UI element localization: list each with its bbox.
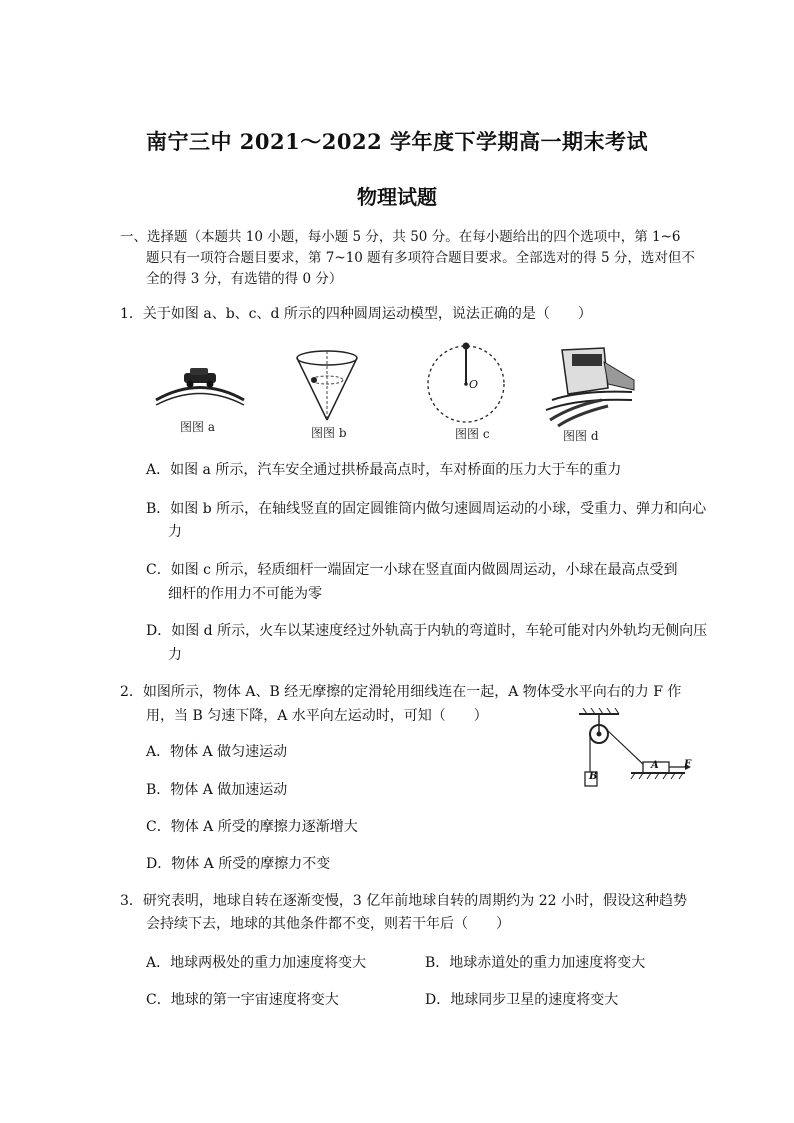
q2-option-d: D．物体 A 所受的摩擦力不变 — [146, 856, 331, 872]
figure-b-caption: 图图 b — [311, 426, 347, 440]
q2-stem-line1: 2．如图所示，物体 A、B 经无摩擦的定滑轮用细线连在一起，A 物体受水平向右的力 F 作 — [120, 684, 682, 700]
figure-b-cone — [292, 348, 362, 426]
q3-stem-line2: 会持续下去，地球的其他条件都不变，则若干年后（ ） — [146, 916, 510, 932]
figure-a-caption: 图图 a — [180, 420, 215, 434]
q1-stem: 1．关于如图 a、b、c、d 所示的四种圆周运动模型，说法正确的是（ ） — [120, 306, 592, 322]
figure-a-bridge-car — [150, 355, 250, 415]
q3-option-b: B．地球赤道处的重力加速度将变大 — [425, 955, 646, 971]
q2-option-c: C．物体 A 所受的摩擦力逐渐增大 — [146, 819, 358, 835]
q2-stem-line2: 用，当 B 匀速下降，A 水平向左运动时，可知（ ） — [146, 708, 488, 724]
page-title: 南宁三中 2021～2022 学年度下学期高一期末考试 — [145, 129, 648, 154]
figure-label-f: F — [684, 759, 692, 770]
figure-c-center-label: O — [469, 378, 479, 391]
page-subtitle: 物理试题 — [357, 185, 437, 209]
q1-option-d-line2: 力 — [168, 647, 182, 663]
q2-option-a: A．物体 A 做匀速运动 — [146, 744, 288, 760]
section-intro-line3: 全的得 3 分，有选错的得 0 分） — [146, 271, 343, 287]
figure-label-a: A — [651, 760, 659, 771]
q3-option-d: D．地球同步卫星的速度将变大 — [425, 992, 619, 1008]
figure-d-caption: 图图 d — [563, 429, 599, 443]
q3-option-c: C．地球的第一宇宙速度将变大 — [146, 992, 339, 1008]
q1-option-a: A．如图 a 所示，汽车安全通过拱桥最高点时，车对桥面的压力大于车的重力 — [146, 462, 622, 478]
q3-stem-line1: 3．研究表明，地球自转在逐渐变慢，3 亿年前地球自转的周期约为 22 小时，假设这种趋势 — [120, 893, 687, 909]
q3-option-a: A．地球两极处的重力加速度将变大 — [146, 955, 367, 971]
q1-option-b-line2: 力 — [168, 524, 182, 540]
q1-option-c-line2: 细杆的作用力不可能为零 — [168, 586, 322, 602]
q1-option-c-line1: C．如图 c 所示，轻质细杆一端固定一小球在竖直面内做圆周运动，小球在最高点受到 — [146, 562, 678, 578]
figure-c-rod-circle — [424, 342, 508, 426]
figure-label-b: B — [589, 771, 598, 782]
q1-option-d-line1: D．如图 d 所示，火车以某速度经过外轨高于内轨的弯道时，车轮可能对内外轨均无侧向压 — [146, 623, 708, 639]
q2-option-b: B．物体 A 做加速运动 — [146, 782, 288, 798]
section-intro-line2: 题只有一项符合题目要求，第 7~10 题有多项符合题目要求。全部选对的得 5 分，选对但不 — [146, 250, 695, 266]
figure-d-train — [542, 340, 638, 428]
figure-c-caption: 图图 c — [455, 427, 490, 441]
q1-option-b-line1: B．如图 b 所示，在轴线竖直的固定圆锥筒内做匀速圆周运动的小球，受重力、弹力和向心 — [146, 501, 707, 517]
section-intro-line1: 一、选择题（本题共 10 小题，每小题 5 分，共 50 分。在每小题给出的四个选项中，第 1~6 — [120, 229, 681, 245]
